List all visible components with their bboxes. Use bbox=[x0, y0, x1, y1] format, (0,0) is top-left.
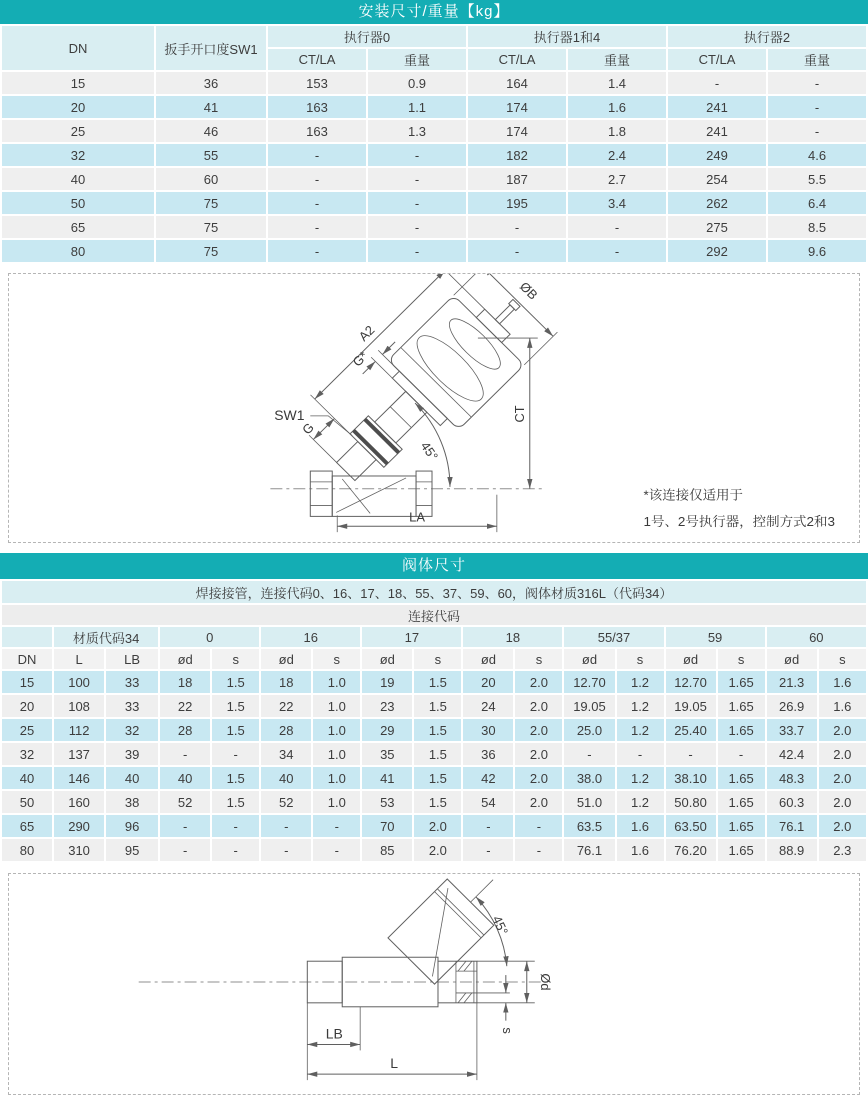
dim-label-angle: 45° bbox=[489, 913, 512, 938]
table-cell: 12.70 bbox=[666, 671, 716, 693]
col-group-code59: 59 bbox=[666, 627, 765, 647]
table-cell: 24 bbox=[463, 695, 513, 717]
col-header-weight: 重量 bbox=[768, 49, 866, 70]
table-cell: 112 bbox=[54, 719, 104, 741]
col-header-od: ød bbox=[463, 649, 513, 669]
table-cell: 33.7 bbox=[767, 719, 817, 741]
table2-column-header-row bbox=[2, 649, 866, 669]
table-cell: 75 bbox=[156, 240, 266, 262]
table-cell: 18 bbox=[261, 671, 311, 693]
table-cell: 2.0 bbox=[515, 743, 562, 765]
table-cell: 1.0 bbox=[313, 743, 360, 765]
table-cell: 174 bbox=[468, 120, 566, 142]
table-cell: - bbox=[468, 216, 566, 238]
table-cell: - bbox=[261, 815, 311, 837]
col-header-ctla: CT/LA bbox=[468, 49, 566, 70]
table-cell: 33 bbox=[106, 671, 158, 693]
table-cell: 5.5 bbox=[768, 168, 866, 190]
table-cell: 85 bbox=[362, 839, 412, 861]
table-cell: 32 bbox=[2, 743, 52, 765]
table-cell: 6.4 bbox=[768, 192, 866, 214]
table-cell: 1.5 bbox=[414, 671, 461, 693]
table-cell: 50 bbox=[2, 192, 154, 214]
col-header-s: s bbox=[718, 649, 765, 669]
table-row bbox=[2, 839, 866, 861]
col-header-s: s bbox=[515, 649, 562, 669]
table-cell: 4.6 bbox=[768, 144, 866, 166]
actuator-assembly bbox=[280, 274, 569, 507]
table-cell: 0.9 bbox=[368, 72, 466, 94]
table-cell: - bbox=[160, 743, 210, 765]
installation-diagram bbox=[9, 274, 859, 542]
table-cell: 163 bbox=[268, 96, 366, 118]
table-cell: - bbox=[160, 815, 210, 837]
table-cell: 2.0 bbox=[515, 767, 562, 789]
table-cell: 15 bbox=[2, 72, 154, 94]
dim-label-angle: 45° bbox=[417, 438, 442, 464]
table-cell: 35 bbox=[362, 743, 412, 765]
dim-label-s: s bbox=[499, 1027, 515, 1034]
table-cell: 30 bbox=[463, 719, 513, 741]
table-cell: 1.6 bbox=[819, 671, 866, 693]
table-cell: 60 bbox=[156, 168, 266, 190]
table-cell: 1.5 bbox=[212, 695, 259, 717]
table-cell: 1.5 bbox=[414, 767, 461, 789]
table-cell: 19.05 bbox=[666, 695, 716, 717]
table-cell: 65 bbox=[2, 815, 52, 837]
table-row bbox=[2, 216, 866, 238]
dim-diameter-b bbox=[454, 274, 570, 365]
dim-label-g-star: G* bbox=[349, 348, 371, 370]
table-cell: - bbox=[261, 839, 311, 861]
table-cell: 1.6 bbox=[819, 695, 866, 717]
table-cell: 2.0 bbox=[515, 671, 562, 693]
table-cell: 1.5 bbox=[414, 791, 461, 813]
table-row bbox=[2, 671, 866, 693]
table-cell: 63.5 bbox=[564, 815, 614, 837]
table-cell: - bbox=[268, 240, 366, 262]
table-cell: 80 bbox=[2, 240, 154, 262]
table-cell: 2.0 bbox=[819, 743, 866, 765]
table-row bbox=[2, 120, 866, 142]
table2-section-header: 连接代码 bbox=[2, 605, 866, 625]
table-cell: - bbox=[268, 168, 366, 190]
table-cell: 1.0 bbox=[313, 671, 360, 693]
table-cell: 38.0 bbox=[564, 767, 614, 789]
table-cell: - bbox=[268, 216, 366, 238]
table-cell: - bbox=[268, 192, 366, 214]
table-row bbox=[2, 192, 866, 214]
diagram1-note-line2: 1号、2号执行器，控制方式2和3 bbox=[643, 514, 835, 530]
table-cell: 46 bbox=[156, 120, 266, 142]
table-cell: 2.0 bbox=[819, 791, 866, 813]
table-cell: - bbox=[468, 240, 566, 262]
table-cell: 38 bbox=[106, 791, 158, 813]
table2-title: 阀体尺寸 bbox=[0, 553, 868, 579]
col-group-material34: 材质代码34 bbox=[54, 627, 158, 647]
table-cell: - bbox=[160, 839, 210, 861]
valve-body-diagram bbox=[9, 874, 859, 1094]
table-cell: - bbox=[313, 815, 360, 837]
table-cell: 2.0 bbox=[819, 767, 866, 789]
dim-label-ct: CT bbox=[511, 405, 527, 423]
table-cell: 95 bbox=[106, 839, 158, 861]
table-cell: - bbox=[463, 815, 513, 837]
table1-group-header-row bbox=[2, 26, 866, 47]
table-cell: 33 bbox=[106, 695, 158, 717]
table-cell: 41 bbox=[362, 767, 412, 789]
table-row bbox=[2, 168, 866, 190]
table-cell: 20 bbox=[463, 671, 513, 693]
col-header-s: s bbox=[212, 649, 259, 669]
table-cell: 108 bbox=[54, 695, 104, 717]
table-cell: 40 bbox=[2, 767, 52, 789]
table-cell: 1.65 bbox=[718, 695, 765, 717]
table-cell: 1.5 bbox=[212, 719, 259, 741]
dim-lb bbox=[307, 1003, 360, 1080]
table-cell: 275 bbox=[668, 216, 766, 238]
table-cell: 32 bbox=[106, 719, 158, 741]
table-cell: 1.0 bbox=[313, 719, 360, 741]
table-cell: 36 bbox=[156, 72, 266, 94]
table-cell: 1.2 bbox=[617, 767, 664, 789]
table-cell: 153 bbox=[268, 72, 366, 94]
table-cell: - bbox=[212, 815, 259, 837]
table-cell: 195 bbox=[468, 192, 566, 214]
table-cell: 76.1 bbox=[564, 839, 614, 861]
table-cell: 163 bbox=[268, 120, 366, 142]
table-cell: 1.65 bbox=[718, 767, 765, 789]
table-cell: 18 bbox=[160, 671, 210, 693]
table-cell: 36 bbox=[463, 743, 513, 765]
table-cell: 160 bbox=[54, 791, 104, 813]
col-header-s: s bbox=[313, 649, 360, 669]
dim-a2 bbox=[302, 274, 485, 438]
dim-g bbox=[299, 405, 358, 463]
table-cell: 51.0 bbox=[564, 791, 614, 813]
dim-label-g: G bbox=[299, 419, 317, 438]
table-cell: 1.65 bbox=[718, 815, 765, 837]
table2-description: 焊接接管，连接代码0、16、17、18、55、37、59、60，阀体材质316L（代码34） bbox=[2, 581, 866, 603]
table-cell: 19.05 bbox=[564, 695, 614, 717]
table-cell: 48.3 bbox=[767, 767, 817, 789]
table-cell: 262 bbox=[668, 192, 766, 214]
col-group-actuator2: 执行器2 bbox=[668, 26, 866, 47]
table-cell: 146 bbox=[54, 767, 104, 789]
dim-g-star bbox=[349, 328, 413, 391]
col-header-od: ød bbox=[362, 649, 412, 669]
valve-body-diagram-box bbox=[8, 873, 860, 1095]
table-cell: - bbox=[368, 168, 466, 190]
dim-label-l: L bbox=[390, 1055, 398, 1072]
table-cell: 60.3 bbox=[767, 791, 817, 813]
table-cell: 1.2 bbox=[617, 671, 664, 693]
table-row bbox=[2, 144, 866, 166]
dim-s bbox=[477, 975, 515, 1034]
table-cell: 39 bbox=[106, 743, 158, 765]
table-cell: 2.0 bbox=[414, 839, 461, 861]
table-cell: 1.6 bbox=[617, 815, 664, 837]
table-cell: 2.4 bbox=[568, 144, 666, 166]
table-cell: 1.2 bbox=[617, 791, 664, 813]
table-cell: 32 bbox=[2, 144, 154, 166]
table-cell: 50.80 bbox=[666, 791, 716, 813]
table-cell: 2.0 bbox=[515, 791, 562, 813]
col-header-l: L bbox=[54, 649, 104, 669]
col-group-code0: 0 bbox=[160, 627, 259, 647]
table-cell: 1.1 bbox=[368, 96, 466, 118]
table-cell: - bbox=[768, 96, 866, 118]
table-cell: 63.50 bbox=[666, 815, 716, 837]
table-cell: 20 bbox=[2, 96, 154, 118]
table2-description-row bbox=[2, 581, 866, 603]
table-cell: 182 bbox=[468, 144, 566, 166]
installation-dimensions-table bbox=[0, 24, 868, 264]
table-cell: 75 bbox=[156, 216, 266, 238]
table-cell: 26.9 bbox=[767, 695, 817, 717]
table-cell: 1.0 bbox=[313, 791, 360, 813]
table-cell: 290 bbox=[54, 815, 104, 837]
table-cell: 1.3 bbox=[368, 120, 466, 142]
dim-label-lb: LB bbox=[325, 1025, 343, 1042]
table-cell: - bbox=[368, 216, 466, 238]
table-cell: 1.5 bbox=[414, 719, 461, 741]
table-cell: 65 bbox=[2, 216, 154, 238]
table-cell: 241 bbox=[668, 96, 766, 118]
col-header-od: ød bbox=[261, 649, 311, 669]
table-cell: 1.0 bbox=[313, 695, 360, 717]
table-cell: 28 bbox=[160, 719, 210, 741]
col-header-od: ød bbox=[160, 649, 210, 669]
table-cell: 2.0 bbox=[515, 695, 562, 717]
table-cell: - bbox=[368, 144, 466, 166]
table-cell: 25 bbox=[2, 120, 154, 142]
table-cell: 1.5 bbox=[414, 695, 461, 717]
table-cell: 55 bbox=[156, 144, 266, 166]
table-cell: 1.6 bbox=[617, 839, 664, 861]
col-header-weight: 重量 bbox=[568, 49, 666, 70]
table-cell: 2.0 bbox=[414, 815, 461, 837]
col-header-od: ød bbox=[666, 649, 716, 669]
table-cell: 21.3 bbox=[767, 671, 817, 693]
table-cell: 25 bbox=[2, 719, 52, 741]
table-cell: 2.0 bbox=[819, 815, 866, 837]
col-group-actuator0: 执行器0 bbox=[268, 26, 466, 47]
col-header-lb: LB bbox=[106, 649, 158, 669]
table-cell: - bbox=[718, 743, 765, 765]
table-cell: 88.9 bbox=[767, 839, 817, 861]
dim-label-la: LA bbox=[409, 509, 425, 525]
table-cell: 241 bbox=[668, 120, 766, 142]
col-group-code17: 17 bbox=[362, 627, 461, 647]
col-group-code55-37: 55/37 bbox=[564, 627, 663, 647]
table-cell: 40 bbox=[2, 168, 154, 190]
col-header-ctla: CT/LA bbox=[268, 49, 366, 70]
table-cell: 40 bbox=[106, 767, 158, 789]
table-cell: 40 bbox=[160, 767, 210, 789]
table1-title: 安装尺寸/重量【kg】 bbox=[0, 0, 868, 24]
table-cell: 8.5 bbox=[768, 216, 866, 238]
table-cell: - bbox=[668, 72, 766, 94]
installation-diagram-box bbox=[8, 273, 860, 543]
table-cell: 1.2 bbox=[617, 695, 664, 717]
table-cell: 20 bbox=[2, 695, 52, 717]
table-cell: 249 bbox=[668, 144, 766, 166]
valve-body-dimensions-table bbox=[0, 579, 868, 863]
table-cell: 76.1 bbox=[767, 815, 817, 837]
table-cell: - bbox=[768, 72, 866, 94]
table-cell: 9.6 bbox=[768, 240, 866, 262]
col-header-s: s bbox=[414, 649, 461, 669]
col-header-od: ød bbox=[767, 649, 817, 669]
table-cell: 96 bbox=[106, 815, 158, 837]
table-cell: 53 bbox=[362, 791, 412, 813]
table2-section-row bbox=[2, 605, 866, 625]
col-group-code60: 60 bbox=[767, 627, 866, 647]
table-cell: 22 bbox=[261, 695, 311, 717]
table-cell: 174 bbox=[468, 96, 566, 118]
table-cell: - bbox=[313, 839, 360, 861]
table-cell: 2.3 bbox=[819, 839, 866, 861]
table-cell: 15 bbox=[2, 671, 52, 693]
table-cell: 25.40 bbox=[666, 719, 716, 741]
table-cell: 100 bbox=[54, 671, 104, 693]
table-row bbox=[2, 72, 866, 94]
table-row bbox=[2, 767, 866, 789]
table-cell: 80 bbox=[2, 839, 52, 861]
table-cell: 75 bbox=[156, 192, 266, 214]
table-cell: 54 bbox=[463, 791, 513, 813]
table-cell: 52 bbox=[160, 791, 210, 813]
table-cell: 2.0 bbox=[515, 719, 562, 741]
table-cell: - bbox=[212, 743, 259, 765]
dim-angle-45 bbox=[476, 897, 511, 966]
table2-group-header-row bbox=[2, 627, 866, 647]
table-cell: - bbox=[768, 120, 866, 142]
dim-label-diameter-d: Ød bbox=[537, 973, 553, 991]
table-cell: - bbox=[463, 839, 513, 861]
table-cell: 1.4 bbox=[568, 72, 666, 94]
col-group-code16: 16 bbox=[261, 627, 360, 647]
col-header-ctla: CT/LA bbox=[668, 49, 766, 70]
col-header-s: s bbox=[819, 649, 866, 669]
table-cell: 19 bbox=[362, 671, 412, 693]
table-row bbox=[2, 96, 866, 118]
table-cell: 1.5 bbox=[212, 671, 259, 693]
table-cell: 137 bbox=[54, 743, 104, 765]
table-cell: - bbox=[268, 144, 366, 166]
table-cell: 187 bbox=[468, 168, 566, 190]
col-group-actuator1and4: 执行器1和4 bbox=[468, 26, 666, 47]
table-cell: - bbox=[515, 839, 562, 861]
table-row bbox=[2, 791, 866, 813]
table-cell: 28 bbox=[261, 719, 311, 741]
table-cell: 38.10 bbox=[666, 767, 716, 789]
col-header-weight: 重量 bbox=[368, 49, 466, 70]
table-cell: 1.0 bbox=[313, 767, 360, 789]
table-row bbox=[2, 743, 866, 765]
table-cell: - bbox=[568, 216, 666, 238]
table-cell: 12.70 bbox=[564, 671, 614, 693]
table-cell: 40 bbox=[261, 767, 311, 789]
table-row bbox=[2, 815, 866, 837]
table-cell: 1.65 bbox=[718, 791, 765, 813]
table-cell: 52 bbox=[261, 791, 311, 813]
col-group-code18: 18 bbox=[463, 627, 562, 647]
table-row bbox=[2, 695, 866, 717]
dim-label-a2: A2 bbox=[355, 322, 378, 344]
table-cell: 1.8 bbox=[568, 120, 666, 142]
table-cell: - bbox=[568, 240, 666, 262]
table-cell: 50 bbox=[2, 791, 52, 813]
table-cell: 34 bbox=[261, 743, 311, 765]
table-cell: 2.7 bbox=[568, 168, 666, 190]
col-header-dn: DN bbox=[2, 649, 52, 669]
table-cell: 1.5 bbox=[212, 767, 259, 789]
table-cell: 41 bbox=[156, 96, 266, 118]
table-cell: 25.0 bbox=[564, 719, 614, 741]
table-row bbox=[2, 719, 866, 741]
table-cell: 22 bbox=[160, 695, 210, 717]
table-cell: 1.5 bbox=[212, 791, 259, 813]
table-cell: 292 bbox=[668, 240, 766, 262]
table-cell: 1.65 bbox=[718, 719, 765, 741]
col-header-sw1: 扳手开口度SW1 bbox=[156, 26, 266, 70]
table-cell: 76.20 bbox=[666, 839, 716, 861]
col-header-od: ød bbox=[564, 649, 614, 669]
table-cell: 42.4 bbox=[767, 743, 817, 765]
diagram1-note-line1: *该连接仅适用于 bbox=[643, 487, 743, 503]
dim-label-sw1: SW1 bbox=[274, 406, 305, 423]
table-row bbox=[2, 240, 866, 262]
table-cell: 1.6 bbox=[568, 96, 666, 118]
table-cell: 1.65 bbox=[718, 671, 765, 693]
table-cell: 23 bbox=[362, 695, 412, 717]
table-cell: - bbox=[515, 815, 562, 837]
col-header-dn: DN bbox=[2, 26, 154, 70]
table-cell: 310 bbox=[54, 839, 104, 861]
table-cell: - bbox=[368, 192, 466, 214]
table-cell: 1.5 bbox=[414, 743, 461, 765]
table-cell: 1.2 bbox=[617, 719, 664, 741]
col-header-s: s bbox=[617, 649, 664, 669]
table-cell: - bbox=[368, 240, 466, 262]
table-cell: - bbox=[212, 839, 259, 861]
table-cell: 254 bbox=[668, 168, 766, 190]
blank-cell bbox=[2, 627, 52, 647]
table-cell: 42 bbox=[463, 767, 513, 789]
table-cell: 164 bbox=[468, 72, 566, 94]
table-cell: 1.65 bbox=[718, 839, 765, 861]
table-cell: 3.4 bbox=[568, 192, 666, 214]
dim-label-diameter-b: ØB bbox=[516, 278, 541, 303]
table-cell: - bbox=[617, 743, 664, 765]
table-cell: 2.0 bbox=[819, 719, 866, 741]
table-cell: - bbox=[564, 743, 614, 765]
table-cell: - bbox=[666, 743, 716, 765]
table-cell: 29 bbox=[362, 719, 412, 741]
table-cell: 70 bbox=[362, 815, 412, 837]
